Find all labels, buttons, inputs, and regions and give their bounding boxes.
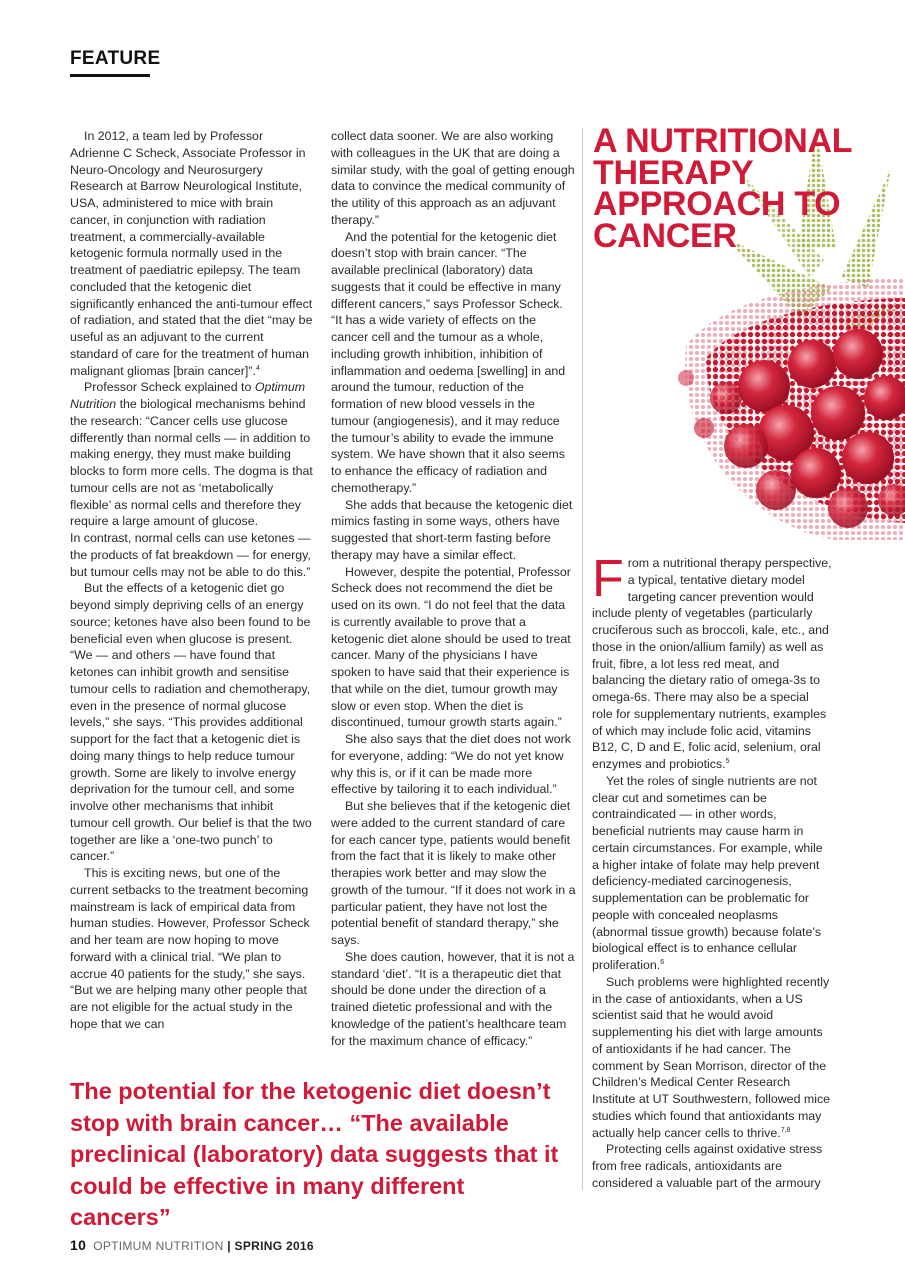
footer-separator: | <box>223 1239 235 1253</box>
paragraph: Yet the roles of single nutrients are not clear cut and sometimes can be contraindicated — in other words, beneficial nutrients may cause harm in certain circumstances. For example, while a higher intake of folate may help prevent deficiency-mediated carcinogenesis, supplementation can be problematic for people with concealed neoplasms (abnormal tissue growth) because folate’s biological effect is to enhance cellular proliferation.$^6$ <box>592 773 823 972</box>
sidebar-headline: A NUTRITIONAL THERAPY APPROACH TO CANCER <box>593 122 852 255</box>
pull-quote: The potential for the ketogenic diet doesn’t stop with brain cancer… “The available preclinical (laboratory) data suggests that it could be effective in many different cancers” <box>70 1078 559 1230</box>
paragraph: But the effects of a ketogenic diet go beyond simply depriving cells of an energy source; ketones have also been found to be beneficial even when glucose is present. “We — and others — have found that ketones can inhibit growth and sensitise tumour cells to radiation and chemotherapy, even in the presence of normal glucose levels,” she says. “This provides additional support for the fact that a ketogenic diet is doing many things to help reduce tumour growth. Some are likely to involve energy deprivation for the tumour cell, and some involve other mechanisms that inhibit tumour cell growth. Our belief is that the two together are like a ‘one-two punch’ to cancer.” <box>70 581 312 864</box>
paragraph: She adds that because the ketogenic diet mimics fasting in some ways, others have suggested that short-term fasting before therapy may have a similar effect. <box>331 497 573 562</box>
issue-label: SPRING 2016 <box>234 1239 314 1253</box>
page-number: 10 <box>70 1237 87 1253</box>
paragraph: And the potential for the ketogenic diet doesn’t stop with brain cancer. “The available preclinical (laboratory) data suggests that it could be effective in many different cancers,” says Professor Scheck. “It has a wide variety of effects on the cancer cell and the tumour as a whole, including growth inhibition, inhibition of inflammation and oedema [swelling] in and around the tumour, reduction of the formation of new blood vessels in the tumour (angiogenesis), and it may reduce the tumour’s ability to evade the immune system. We have shown that it also seems to enhance the efficacy of radiation and chemotherapy.” <box>331 229 566 495</box>
reference-marker: 7,8 <box>780 1126 791 1134</box>
magazine-name: OPTIMUM NUTRITION <box>93 1239 224 1253</box>
paragraph: From a nutritional therapy perspective, a typical, tentative dietary model targeting cancer prevention would include plenty of vegetables (particularly cruciferous such as broccoli, kale, etc., and those in the onion/allium family) as well as fruit, fibre, a lot less red meat, and balancing the dietary ratio of omega-3s to omega-6s. There may also be a special role for supplementary nutrients, examples of which may include folic acid, vitamins B12, C, D and E, folic acid, selenium, oral enzymes and probiotics.$^5$ <box>592 550 832 771</box>
paragraph: This is exciting news, but one of the current setbacks to the treatment becoming mainstream is lack of empirical data from human studies. However, Professor Scheck and her team are now hoping to move forward with a clinical trial. “We plan to accrue 40 patients for the study,” she says. “But we are helping many other people that are not eligible for the actual study in the hope that we can <box>70 866 310 1031</box>
article-column-1 <box>70 128 313 1033</box>
paragraph: But she believes that if the ketogenic diet were added to the current standard of care for each cancer type, patients would benefit from the fact that it is likely to make other therapies work better and may slow the growth of the tumour. “If it does not work in a particular patient, they have not lost the potential benefit of standard therapy,” she says. <box>331 799 576 947</box>
article-column-2 <box>331 128 576 1049</box>
drop-cap: F <box>592 550 624 608</box>
reference-marker: 6 <box>660 959 665 966</box>
paragraph: Such problems were highlighted recently in the case of antioxidants, when a US scientist said that he would avoid supplementing his diet with large amounts of antioxidants if he had cancer. The comment by Sean Morrison, director of the Children’s Medical Center Research Institute at UT Southwestern, followed mice studies which found that antioxidants may actually help cancer cells to thrive.$^{7,8}$ <box>592 974 831 1140</box>
publication-name: Optimum Nutrition <box>70 380 306 411</box>
paragraph: collect data sooner. We are also working with colleagues in the UK that are doing a similar study, with the goal of getting enough data to convince the medical community of the utility of this approach as an adjuvant therapy.” <box>331 129 575 227</box>
paragraph: She does caution, however, that it is not a standard ‘diet’. “It is a therapeutic diet that should be done under the direction of a trained dietetic professional and with the knowledge of the patient’s healthcare team for the maximum chance of efficacy.” <box>331 949 575 1048</box>
sidebar-column <box>592 550 832 1192</box>
page-footer <box>70 1237 314 1253</box>
section-label: FEATURE <box>70 48 161 69</box>
berry-body <box>678 278 905 540</box>
reference-marker: 4 <box>255 364 260 372</box>
paragraph: Protecting cells against oxidative stress from free radicals, antioxidants are considered a valuable part of the armoury <box>592 1142 823 1190</box>
reference-marker: 5 <box>725 758 730 765</box>
paragraph: Professor Scheck explained to Optimum Nutrition the biological mechanisms behind the research: “Cancer cells use glucose differently than normal cells — in addition to making energy, they must make building blocks to form more cells. The dogma is that tumour cells are not as ‘metabolically flexible’ as normal cells and therefore they require a large amount of glucose. <box>70 380 313 529</box>
section-rule <box>70 74 150 77</box>
column-divider <box>582 128 583 1190</box>
paragraph: She also says that the diet does not work for everyone, adding: “We do not yet know why this is, or if it can be made more effective by tailoring it to each individual.” <box>331 732 571 797</box>
paragraph: In contrast, normal cells can use ketones — the products of fat breakdown — for energy, but tumour cells may not be able to do this.” <box>70 531 311 579</box>
paragraph: However, despite the potential, Professor Scheck does not recommend the diet be used on its own. “I do not feel that the data is currently available to prove that a ketogenic diet alone should be used to treat cancer. Many of the physicians I have spoken to have said that their experience is that while on the diet, tumour growth may slow or even stop. When the diet is discontinued, tumour growth starts again.” <box>331 564 571 730</box>
paragraph: In 2012, a team led by Professor Adrienne C Scheck, Associate Professor in Neuro-Oncology and Neurosurgery Research at Barrow Neurological Institute, USA, administered to mice with brain cancer, in conjunction with radiation treatment, a commercially-available ketogenic formula normally used in the treatment of paediatric epilepsy. The team concluded that the ketogenic diet significantly enhanced the anti-tumour effect of radiation, and stated that the diet “may be useful as an adjuvant to the current standard of care for the treatment of human malignant gliomas [brain cancer]”.$^4$ <box>70 129 313 378</box>
